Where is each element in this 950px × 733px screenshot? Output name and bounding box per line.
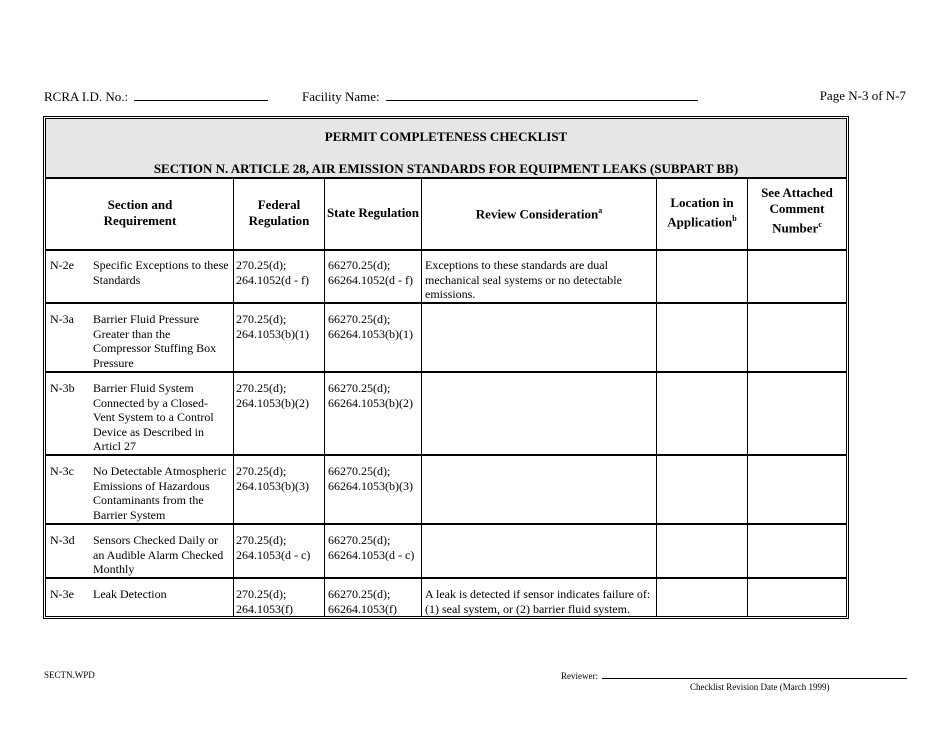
row-id: N-3b [50, 381, 75, 395]
row-requirement: No Detectable Atmospheric Emissions of Hazardous Contaminants from the Barrier System [93, 464, 227, 522]
row-state-regulation: 66270.25(d); 66264.1053(b)(1) [328, 312, 413, 341]
location-footnote-mark: b [732, 214, 737, 224]
row-requirement: Leak Detection [93, 587, 167, 601]
grid-line [46, 523, 846, 525]
grid-line [46, 249, 846, 251]
row-id: N-3a [50, 312, 74, 326]
column-header-state: State Regulation [326, 205, 420, 220]
row-federal-regulation: 270.25(d); 264.1053(f) [236, 587, 293, 616]
comment-footnote-mark: c [818, 220, 822, 229]
row-requirement: Barrier Fluid System Connected by a Closed-Vent System to a Control Device as Described in Articl 27 [93, 381, 214, 453]
footer-filename: SECTN.WPD [44, 670, 95, 680]
revision-date: Checklist Revision Date (March 1999) [690, 682, 830, 692]
row-id: N-3e [50, 587, 74, 601]
row-federal-regulation: 270.25(d); 264.1053(b)(2) [236, 381, 309, 410]
row-requirement: Sensors Checked Daily or an Audible Alarm Checked Monthly [93, 533, 224, 576]
column-header-section: Section and Requirement [103, 197, 177, 228]
facility-name-label: Facility Name: [302, 89, 380, 104]
row-federal-regulation: 270.25(d); 264.1053(d - c) [236, 533, 311, 562]
location-header-label: Location in Application [667, 195, 734, 230]
column-header-location [657, 177, 747, 249]
page-number: Page N-3 of N-7 [819, 88, 906, 103]
row-id: N-2e [50, 258, 74, 272]
column-header-review [422, 177, 656, 249]
row-requirement: Barrier Fluid Pressure Greater than the Compressor Stuffing Box Pressure [93, 312, 217, 370]
row-state-regulation: 66270.25(d); 66264.1053(f) [328, 587, 397, 616]
section-title: SECTION N. ARTICLE 28, AIR EMISSION STANDARDS FOR EQUIPMENT LEAKS (SUBPART BB) [153, 161, 739, 176]
review-footnote-mark: a [598, 206, 603, 216]
facility-name-blank[interactable] [386, 88, 698, 101]
checklist-title-band [46, 119, 846, 179]
row-state-regulation: 66270.25(d); 66264.1053(b)(2) [328, 381, 413, 410]
reviewer-blank[interactable] [602, 670, 907, 679]
comment-header-label: See Attached Comment Number [761, 185, 833, 236]
checklist-table [43, 116, 849, 619]
row-state-regulation: 66270.25(d); 66264.1052(d - f) [328, 258, 413, 287]
row-review-consideration: Exceptions to these standards are dual mechanical seal systems or no detectable emissions. [425, 258, 622, 301]
rcra-id-label: RCRA I.D. No.: [44, 89, 129, 104]
row-state-regulation: 66270.25(d); 66264.1053(b)(3) [328, 464, 413, 493]
column-header-comment [748, 177, 846, 249]
rcra-id-field [44, 88, 268, 105]
grid-line [46, 371, 846, 373]
review-header-label: Review Consideration [475, 206, 599, 222]
grid-line [46, 302, 846, 304]
row-id: N-3c [50, 464, 74, 478]
row-id: N-3d [50, 533, 75, 547]
row-requirement: Specific Exceptions to these Standards [93, 258, 229, 287]
row-federal-regulation: 270.25(d); 264.1053(b)(3) [236, 464, 309, 493]
rcra-id-blank[interactable] [134, 88, 268, 101]
reviewer-field [561, 670, 907, 681]
row-federal-regulation: 270.25(d); 264.1053(b)(1) [236, 312, 309, 341]
row-review-consideration: A leak is detected if sensor indicates failure of: (1) seal system, or (2) barrier fluid system. [425, 587, 651, 616]
row-state-regulation: 66270.25(d); 66264.1053(d - c) [328, 533, 415, 562]
column-header-federal: Federal Regulation [248, 197, 310, 228]
reviewer-label: Reviewer: [561, 671, 598, 681]
grid-line [46, 454, 846, 456]
row-federal-regulation: 270.25(d); 264.1052(d - f) [236, 258, 309, 287]
grid-line [46, 577, 846, 579]
facility-name-field [302, 88, 698, 105]
checklist-title: PERMIT COMPLETENESS CHECKLIST [324, 129, 568, 144]
